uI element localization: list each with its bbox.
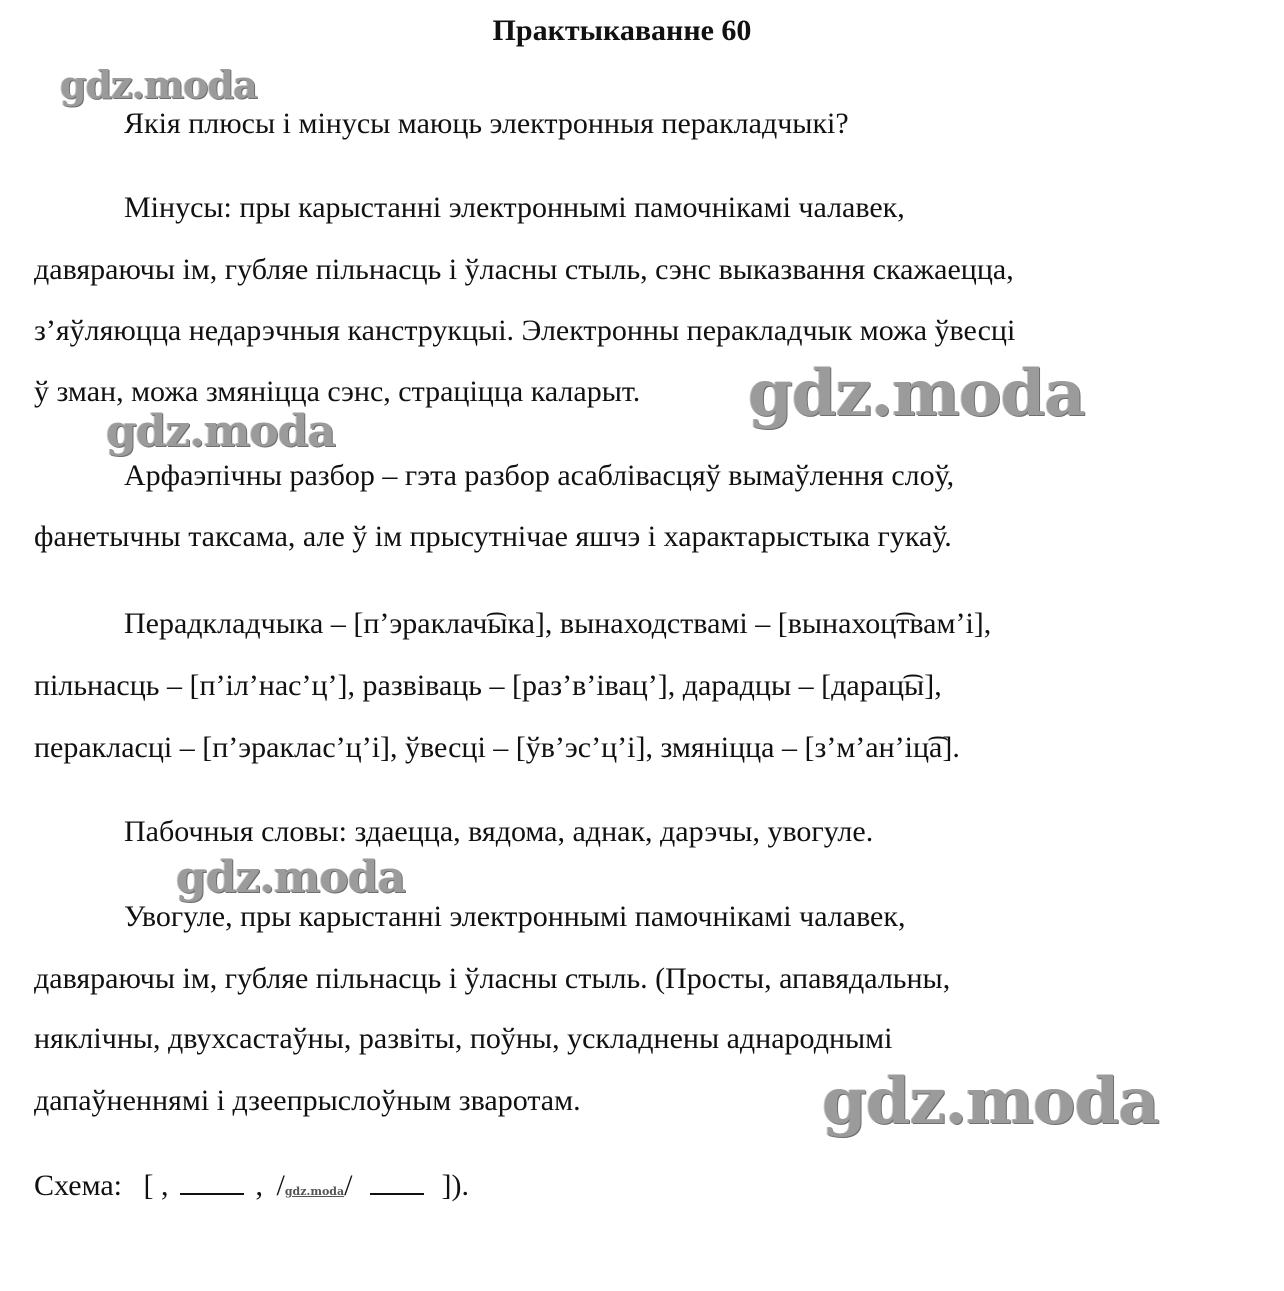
watermark: gdz.moda bbox=[60, 62, 257, 107]
schema-close-bracket: ]). bbox=[441, 1169, 469, 1202]
sentence-schema bbox=[34, 1168, 469, 1210]
orthoepic-line-2: фанетычны таксама, але ў ім прысутнічае яшчэ і характарыстыка гукаў. bbox=[34, 520, 952, 553]
schema-slash-close: / bbox=[344, 1169, 353, 1202]
schema-open-bracket: [ , bbox=[143, 1169, 169, 1202]
transcription-line-1: Перадкладчыка – [п’эраклач͡ыка], вынаходствамі – [вынахоц͡твам’і], bbox=[124, 607, 992, 640]
question-text: Якія плюсы і мінусы маюць электронныя перакладчыкі? bbox=[124, 107, 849, 140]
sentence-line-1: Увогуле, пры карыстанні электроннымі памочнікамі чалавек, bbox=[124, 900, 906, 933]
schema-underline-predicate bbox=[180, 1171, 244, 1195]
schema-comma: , bbox=[255, 1169, 264, 1202]
watermark: gdz.moda bbox=[176, 852, 406, 903]
minuses-line-4: ў зман, можа змяніцца сэнс, страціцца каларыт. bbox=[34, 375, 641, 408]
schema-underline-object bbox=[370, 1171, 424, 1195]
watermark: gdz.moda bbox=[748, 356, 1085, 431]
transcription-line-2: пільнасць – [п’іл’нас’ц’], развіваць – [раз’в’івац’], дарадцы – [дарац͡ы], bbox=[34, 669, 942, 702]
schema-watermark: gdz.moda bbox=[284, 1185, 345, 1198]
sentence-line-2: давяраючы ім, губляе пільнасць і ўласны стыль. (Просты, апавядальны, bbox=[34, 962, 951, 995]
minuses-line-2: давяраючы ім, губляе пільнасць і ўласны стыль, сэнс выказвання скажаецца, bbox=[34, 253, 1014, 286]
minuses-line-1: Мінусы: пры карыстанні электроннымі памочнікамі чалавек, bbox=[124, 191, 905, 224]
watermark: gdz.moda bbox=[106, 406, 336, 457]
intro-words-text: Пабочныя словы: здаецца, вядома, аднак, дарэчы, увогуле. bbox=[124, 815, 874, 848]
watermark: gdz.moda bbox=[822, 1064, 1159, 1139]
schema-label: Схема: bbox=[34, 1169, 123, 1202]
minuses-line-3: з’яўляюцца недарэчныя канструкцыі. Электронны перакладчык можа ўвесці bbox=[34, 314, 1016, 347]
sentence-line-3: няклічны, двухсастаўны, развіты, поўны, ускладнены аднароднымі bbox=[34, 1022, 893, 1055]
transcription-line-3: перакласці – [п’эраклас’ц’і], ўвесці – [ўв’эс’ц’і], змяніцца – [з’м’ан’іц͡а]. bbox=[34, 731, 960, 764]
schema-slash-open: / bbox=[276, 1169, 285, 1202]
orthoepic-line-1: Арфаэпічны разбор – гэта разбор асаблівасцяў вымаўлення слоў, bbox=[124, 459, 955, 492]
sentence-line-4: дапаўненнямі і дзеепрыслоўным зваротам. bbox=[34, 1084, 581, 1117]
page-title: Практыкаванне 60 bbox=[492, 14, 752, 47]
